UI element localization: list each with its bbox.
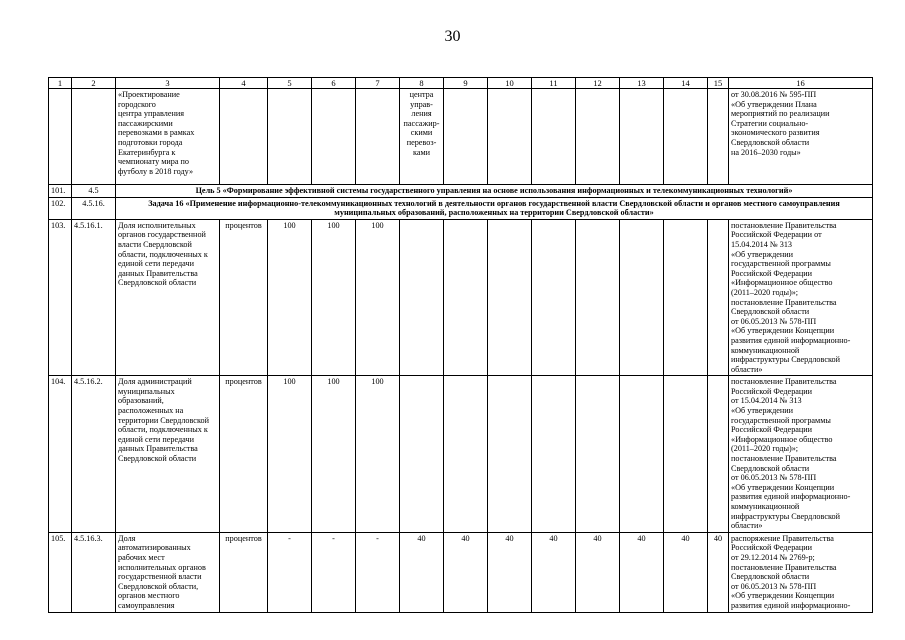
- row-number: 102.: [49, 197, 72, 219]
- value-cell: [400, 376, 444, 533]
- value-cell: 100: [312, 376, 356, 533]
- value-cell: [488, 376, 532, 533]
- value-cell: 40: [532, 532, 576, 612]
- value-cell: 100: [356, 376, 400, 533]
- header-cell: 8: [400, 78, 444, 89]
- value-cell: [708, 376, 729, 533]
- table-row: [49, 197, 873, 219]
- value-cell: -: [356, 532, 400, 612]
- table-row: [49, 376, 873, 533]
- value-cell: [444, 376, 488, 533]
- row-code: 4.5.16.2.: [72, 376, 116, 533]
- value-cell: [620, 376, 664, 533]
- indicator-name: Доля исполнительных органов государственной власти Свердловской области, подключенных к единой сети передачи данных Правительства Свердловской области: [116, 219, 220, 376]
- row-number: 104.: [49, 376, 72, 533]
- value-cell: [400, 219, 444, 376]
- row-number: 105.: [49, 532, 72, 612]
- value-cell: 40: [664, 532, 708, 612]
- row-code: 4.5: [72, 185, 116, 198]
- row-number: 103.: [49, 219, 72, 376]
- table-row: [49, 89, 873, 185]
- header-cell: 6: [312, 78, 356, 89]
- value-cell: 100: [356, 219, 400, 376]
- value-cell: [664, 219, 708, 376]
- header-cell: 2: [72, 78, 116, 89]
- goal-title: Цель 5 «Формирование эффективной системы государственного управления на основе использования информационных и телекоммуникационных технологий»: [116, 185, 873, 198]
- value-cell: 100: [268, 376, 312, 533]
- header-cell: 3: [116, 78, 220, 89]
- value-cell: [576, 376, 620, 533]
- value-cell: [532, 376, 576, 533]
- unit-cell: процентов: [220, 219, 268, 376]
- legal-basis: постановление Правительства Российской Федерации от 15.04.2014 № 313 «Об утверждении государственной программы Российской Федерации «Информационное общество (2011–2020 годы)»; постановление Правительства Свердловской области от 06.05.2013 № 578-ПП «Об утверждении Концепции развития единой информационно- коммуникационной инфраструктуры Свердловской области»: [729, 219, 873, 376]
- value-cell: [532, 219, 576, 376]
- row-code: 4.5.16.: [72, 197, 116, 219]
- value-cell: 40: [620, 532, 664, 612]
- table-row: [49, 185, 873, 198]
- value-cell: 40: [444, 532, 488, 612]
- value-cell: [708, 219, 729, 376]
- value-cell: [444, 219, 488, 376]
- header-cell: 14: [664, 78, 708, 89]
- value-cell: 100: [312, 219, 356, 376]
- task-title: Задача 16 «Применение информационно-телекоммуникационных технологий в деятельности органов государственной власти Свердловской области и органов местного самоуправления муниципальных образований, расположенных на территории Свердловской области»: [116, 197, 873, 219]
- table-header-row: [49, 78, 873, 89]
- value-cell: [664, 376, 708, 533]
- value-cell: [620, 219, 664, 376]
- header-cell: 13: [620, 78, 664, 89]
- row-number: 101.: [49, 185, 72, 198]
- indicator-name: Доля автоматизированных рабочих мест исполнительных органов государственной власти Свердловской области, органов местного самоуправления: [116, 532, 220, 612]
- value-cell: -: [268, 532, 312, 612]
- header-cell: 10: [488, 78, 532, 89]
- indicators-table: [48, 77, 873, 613]
- value-cell: 40: [708, 532, 729, 612]
- value-cell: 40: [400, 532, 444, 612]
- header-cell: 11: [532, 78, 576, 89]
- legal-basis: от 30.08.2016 № 595-ПП «Об утверждении Плана мероприятий по реализации Стратегии социально- экономического развития Свердловской области на 2016–2030 годы»: [729, 89, 873, 185]
- legal-basis: распоряжение Правительства Российской Федерации от 29.12.2014 № 2769-р; постановление Правительства Свердловской области от 06.05.2013 № 578-ПП «Об утверждении Концепции развития единой информационно-: [729, 532, 873, 612]
- indicator-name: Доля администраций муниципальных образований, расположенных на территории Свердловской области, подключенных к единой сети передачи данных Правительства Свердловской области: [116, 376, 220, 533]
- table-row: [49, 219, 873, 376]
- row-code: 4.5.16.3.: [72, 532, 116, 612]
- page-number: 30: [444, 28, 461, 45]
- row-code: 4.5.16.1.: [72, 219, 116, 376]
- indicator-name: «Проектирование городского центра управления пассажирскими перевозками в рамках подготовки города Екатеринбурга к чемпионату мира по футболу в 2018 году»: [116, 89, 220, 185]
- value-cell: центра управ- ления пассажир- скими перевоз- ками: [400, 89, 444, 185]
- header-cell: 15: [708, 78, 729, 89]
- value-cell: 40: [576, 532, 620, 612]
- value-cell: 40: [488, 532, 532, 612]
- header-cell: 4: [220, 78, 268, 89]
- header-cell: 7: [356, 78, 400, 89]
- header-cell: 16: [729, 78, 873, 89]
- header-cell: 5: [268, 78, 312, 89]
- value-cell: [576, 219, 620, 376]
- header-cell: 1: [49, 78, 72, 89]
- unit-cell: процентов: [220, 376, 268, 533]
- header-cell: 12: [576, 78, 620, 89]
- value-cell: -: [312, 532, 356, 612]
- legal-basis: постановление Правительства Российской Федерации от 15.04.2014 № 313 «Об утверждении государственной программы Российской Федерации «Информационное общество (2011–2020 годы)»; постановление Правительства Свердловской области от 06.05.2013 № 578-ПП «Об утверждении Концепции развития единой информационно- коммуникационной инфраструктуры Свердловской области»: [729, 376, 873, 533]
- table-row: [49, 532, 873, 612]
- value-cell: [488, 219, 532, 376]
- header-cell: 9: [444, 78, 488, 89]
- value-cell: 100: [268, 219, 312, 376]
- unit-cell: процентов: [220, 532, 268, 612]
